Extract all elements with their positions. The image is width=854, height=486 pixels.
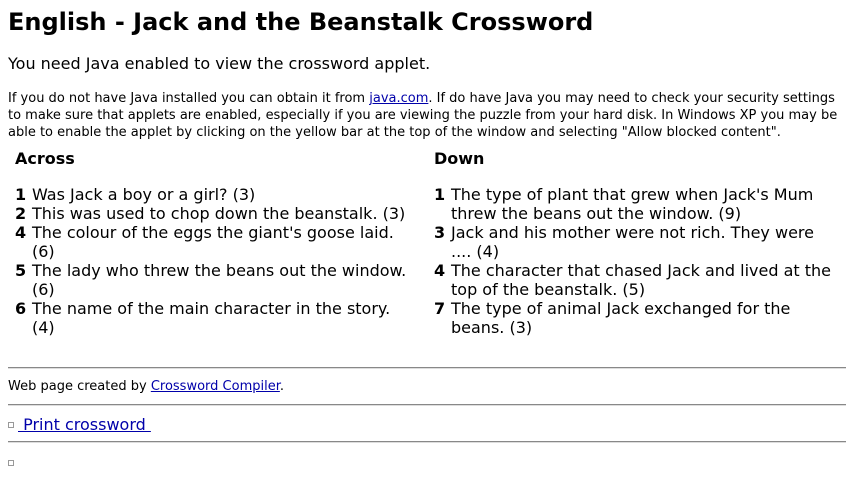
java-info-text-start: If you do not have Java installed you can obtain it from <box>8 91 370 106</box>
clue-number: 1 <box>15 185 27 204</box>
down-clue <box>434 299 846 337</box>
across-clue <box>15 223 427 261</box>
clue-text: The lady who threw the beans out the window. (6) <box>32 261 407 299</box>
java-install-info <box>8 90 846 141</box>
clue-text: This was used to chop down the beanstalk. (3) <box>32 204 406 223</box>
clue-text: The name of the main character in the story. (4) <box>32 299 391 337</box>
java-required-notice: You need Java enabled to view the crossword applet. <box>8 54 431 73</box>
page <box>0 6 854 470</box>
clue-number: 3 <box>434 223 446 242</box>
crossword-compiler-link[interactable]: Crossword Compiler <box>150 379 280 394</box>
credit-text: Web page created by <box>8 379 151 394</box>
clue-text: The character that chased Jack and lived at the top of the beanstalk. (5) <box>451 261 832 299</box>
divider <box>8 367 846 369</box>
across-clue <box>15 299 427 337</box>
clue-text: The type of plant that grew when Jack's Mum threw the beans out the window. (9) <box>451 185 814 223</box>
clue-number: 6 <box>15 299 27 318</box>
clue-number: 1 <box>434 185 446 204</box>
clue-number: 7 <box>434 299 446 318</box>
down-clue <box>434 185 846 223</box>
across-clue <box>15 204 427 223</box>
java-com-link[interactable]: java.com <box>369 91 429 106</box>
clue-text: The type of animal Jack exchanged for the beans. (3) <box>451 299 791 337</box>
credit-line <box>8 378 846 395</box>
across-column <box>8 147 427 337</box>
down-clue <box>434 223 846 261</box>
java-info-text-end: . If do have Java you may need to check your security settings to make sure that applets are enabled, especially if you are viewing the puzzle from your hard disk. In Windows XP you may be able to enable the applet by clicking on the yellow bar at the top of the window and selecting "Allow blocked content". <box>8 91 838 140</box>
down-column <box>427 147 846 337</box>
clue-number: 5 <box>15 261 27 280</box>
print-crossword-link[interactable]: Print crossword <box>18 415 151 434</box>
credit-period: . <box>279 379 284 394</box>
clue-text: The colour of the eggs the giant's goose laid. (6) <box>32 223 394 261</box>
clue-number: 4 <box>434 261 446 280</box>
placeholder-box <box>8 451 846 470</box>
clues-section <box>8 147 846 337</box>
divider <box>8 404 846 406</box>
across-clue <box>15 185 427 204</box>
across-clue <box>15 261 427 299</box>
down-clue <box>434 261 846 299</box>
clue-text: Was Jack a boy or a girl? (3) <box>32 185 256 204</box>
clue-number: 2 <box>15 204 27 223</box>
divider <box>8 441 846 443</box>
clue-text: Jack and his mother were not rich. They were .... (4) <box>451 223 814 261</box>
clue-number: 4 <box>15 223 27 242</box>
page-title: English - Jack and the Beanstalk Crossword <box>8 8 594 36</box>
across-heading: Across <box>15 149 75 168</box>
print-row <box>8 415 846 435</box>
down-heading: Down <box>434 149 485 168</box>
print-icon <box>8 422 14 428</box>
broken-image-icon <box>8 460 14 466</box>
